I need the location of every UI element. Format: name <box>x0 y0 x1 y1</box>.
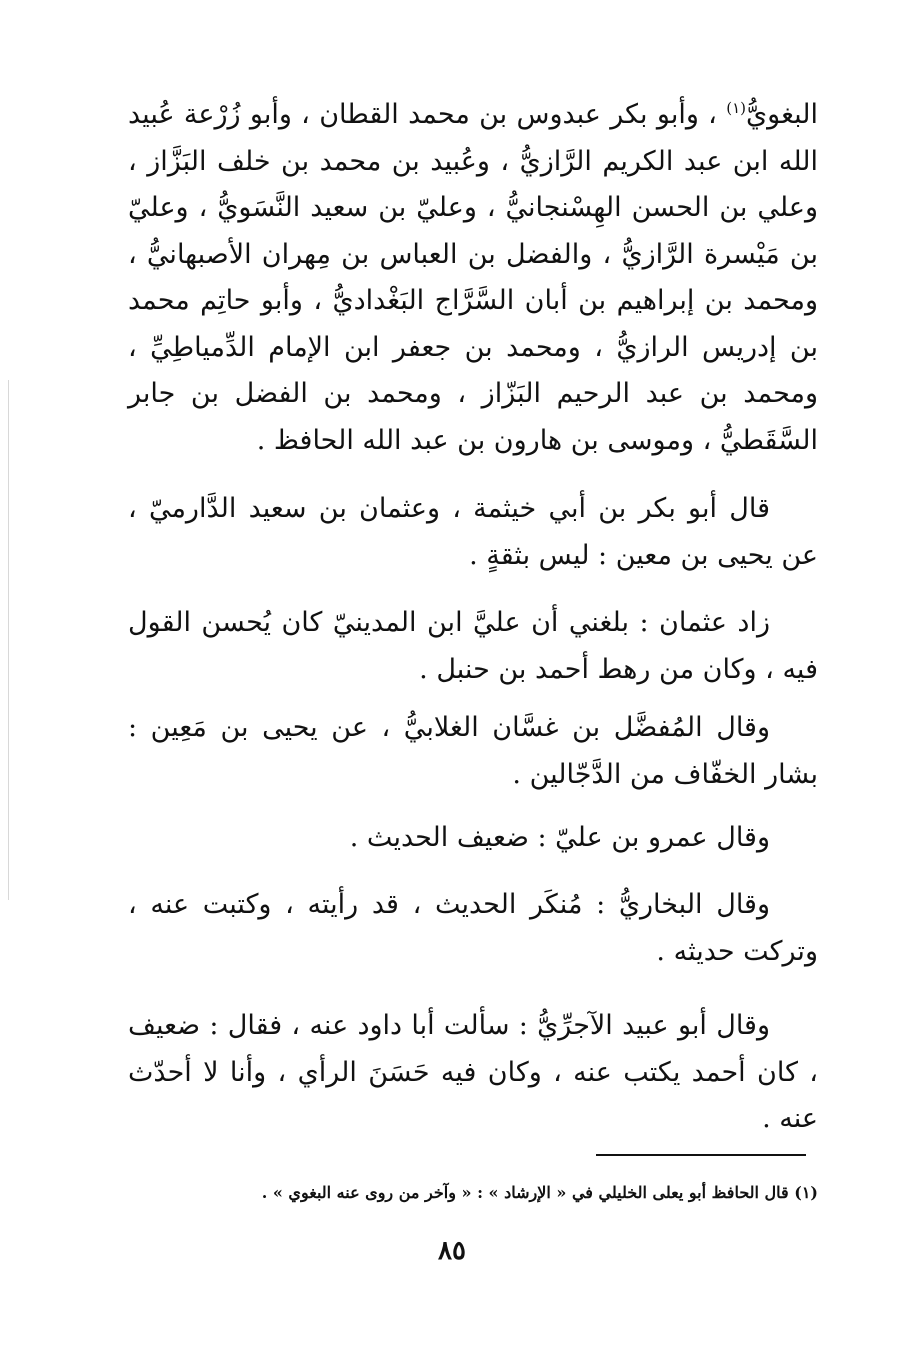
footnote-divider <box>596 1154 806 1156</box>
footnote-text: (١) قال الحافظ أبو يعلى الخليلي في « الإرشاد » : « وآخر من روى عنه البغوي » . <box>261 1183 818 1202</box>
paragraph-amr-ibn-ali: وقال عمرو بن عليّ : ضعيف الحديث . <box>349 822 770 853</box>
paragraph-mufaddal-ghallabi: وقال المُفضَّل بن غسَّان الغلابيُّ ، عن يحيى بن مَعِين : بشار الخفّاف من الدَّجّالين . <box>128 712 818 790</box>
footnote-marker[interactable]: (١) <box>726 99 747 117</box>
paragraph-bukhari: وقال البخاريُّ : مُنكَر الحديث ، قد رأيته ، وكتبت عنه ، وتركت حديثه . <box>128 889 818 967</box>
paragraph-ajurri: وقال أبو عبيد الآجرِّيُّ : سألت أبا داود عنه ، فقال : ضعيف ، كان أحمد يكتب عنه ، وكان فيه حَسَنَ الرأي ، وأنا لا أحدّث عنه . <box>128 1010 818 1134</box>
page-number: ٨٥ <box>438 1236 466 1266</box>
scan-edge-shadow <box>8 380 9 900</box>
paragraph-uthman-addition: زاد عثمان : بلغني أن عليَّ ابن المدينيّ كان يُحسن القول فيه ، وكان من رهط أحمد بن حنبل . <box>128 607 818 685</box>
paragraph-text-rest: ، وأبو بكر عبدوس بن محمد القطان ، وأبو زُرْعة عُبيد الله ابن عبد الكريم الرَّازيُّ ، وعُبيد بن محمد بن خلف البَزَّاز ، وعلي بن الحسن الهِسْنجانيُّ ، وعليّ بن سعيد النَّسَويُّ ، وعليّ بن مَيْسرة الرَّازيُّ ، والفضل بن العباس بن مِهران الأصبهانيُّ ، ومحمد بن إبراهيم بن أبان السَّرَّاج البَغْداديُّ ، وأبو حاتِم محمد بن إدريس الرازيُّ ، ومحمد بن جعفر ابن الإمام الدِّمياطِيِّ ، ومحمد بن عبد الرحيم البَزّاز ، ومحمد بن الفضل بن جابر السَّقَطيُّ ، وموسى بن هارون بن عبد الله الحافظ . <box>128 99 818 456</box>
paragraph-text-start: البغويُّ <box>746 99 818 130</box>
paragraph-narrators-list <box>128 92 818 464</box>
paragraph-ibn-abi-khaythama: قال أبو بكر بن أبي خيثمة ، وعثمان بن سعيد الدَّارميّ ، عن يحيى بن معين : ليس بثقةٍ . <box>128 493 818 571</box>
